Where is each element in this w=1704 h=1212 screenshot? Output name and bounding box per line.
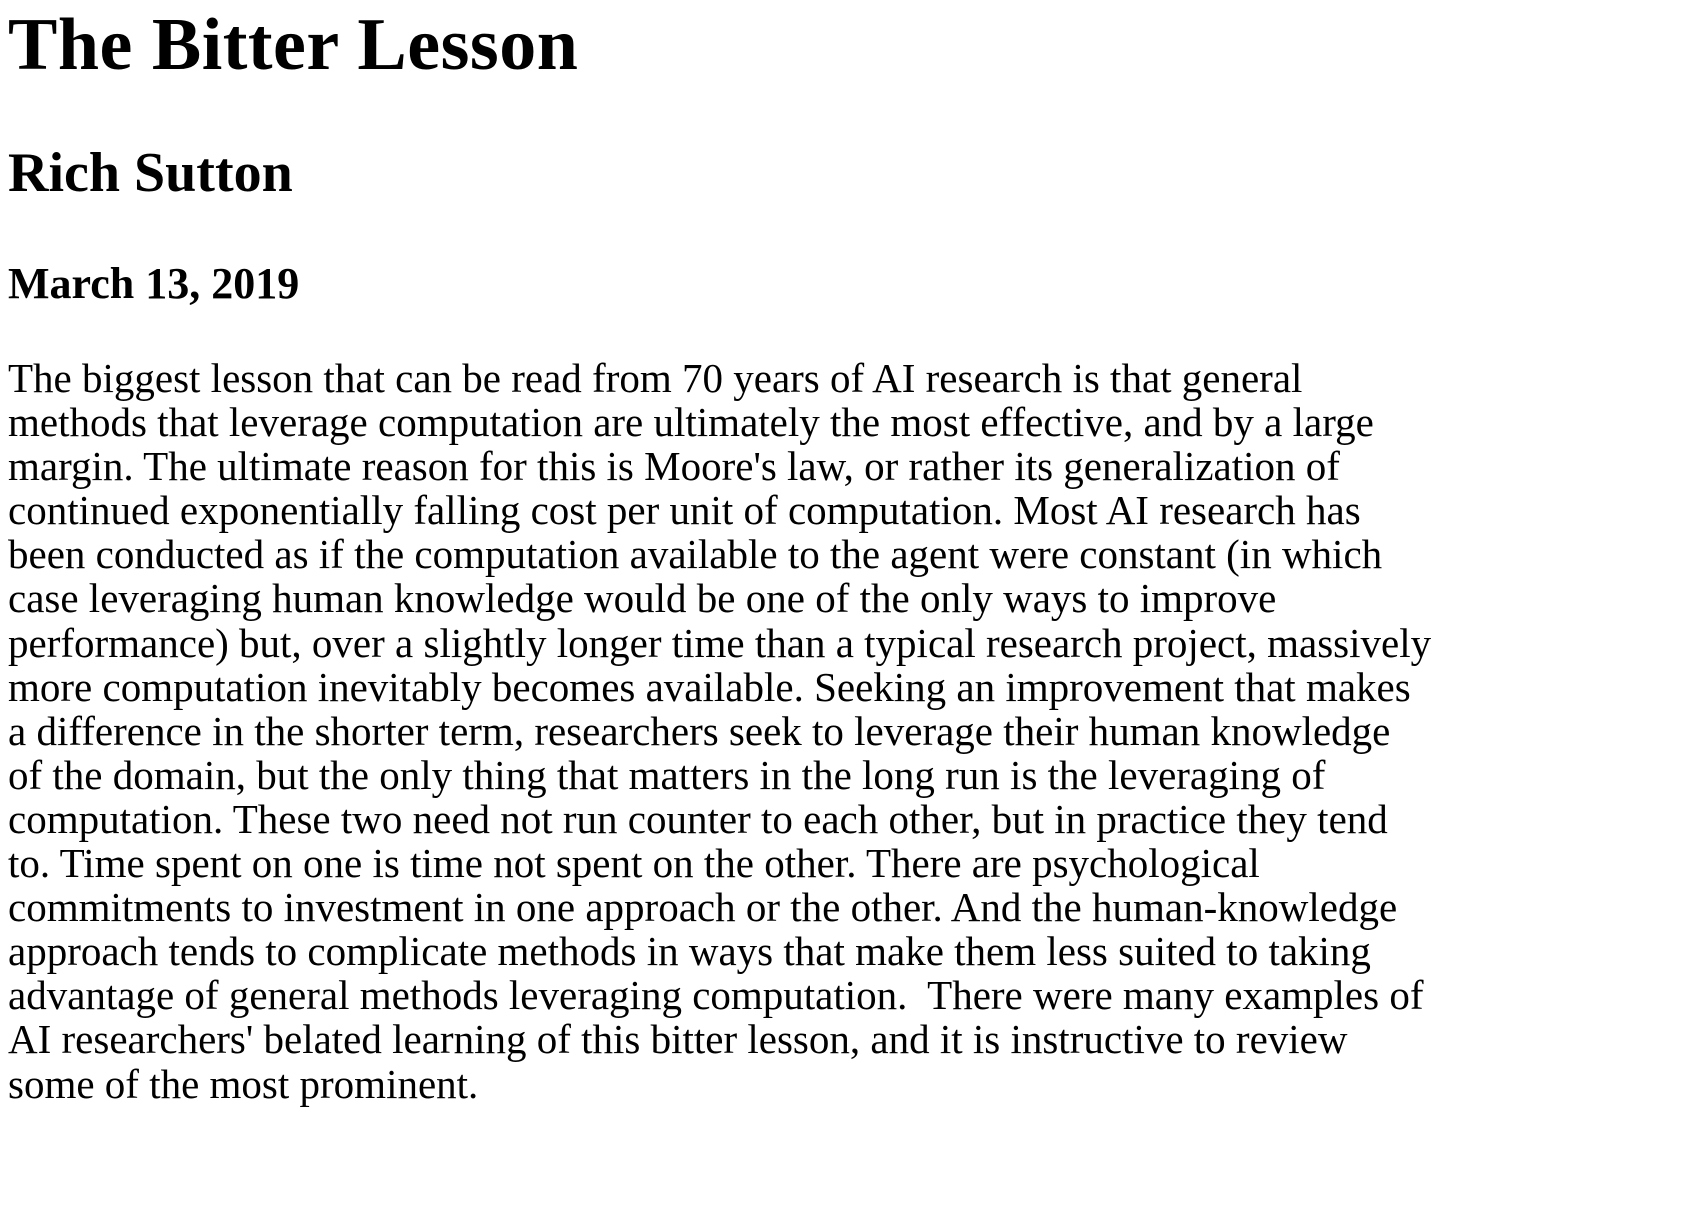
paragraph-line: some of the most prominent. <box>8 1060 479 1107</box>
date-heading: March 13, 2019 <box>8 259 300 308</box>
paragraph-line: case leveraging human knowledge would be one of the only ways to improve <box>8 575 1277 622</box>
paragraph-line: approach tends to complicate methods in ways that make them less suited to taking <box>8 928 1371 975</box>
intro-paragraph <box>8 356 1431 1106</box>
paragraph-line: The biggest lesson that can be read from 70 years of AI research is that general <box>8 355 1303 401</box>
paragraph-line: methods that leverage computation are ultimately the most effective, and by a large <box>8 399 1374 446</box>
paragraph-line: commitments to investment in one approach or the other. And the human-knowledge <box>8 884 1398 931</box>
paragraph-line: continued exponentially falling cost per unit of computation. Most AI research has <box>8 487 1361 534</box>
paragraph-line: more computation inevitably becomes available. Seeking an improvement that makes <box>8 663 1411 710</box>
page-title: The Bitter Lesson <box>8 4 579 86</box>
paragraph-line: been conducted as if the computation available to the agent were constant (in which <box>8 531 1383 578</box>
paragraph-line: performance) but, over a slightly longer time than a typical research project, massively <box>8 619 1432 666</box>
paragraph-line: AI researchers' belated learning of this bitter lesson, and it is instructive to review <box>8 1016 1348 1063</box>
paragraph-line: advantage of general methods leveraging computation. There were many examples of <box>8 972 1424 1019</box>
paragraph-line: computation. These two need not run counter to each other, but in practice they tend <box>8 795 1388 842</box>
paragraph-line: margin. The ultimate reason for this is Moore's law, or rather its generalization of <box>8 443 1340 490</box>
author-heading: Rich Sutton <box>8 142 293 204</box>
paragraph-line: a difference in the shorter term, researchers seek to leverage their human knowledge <box>8 707 1391 754</box>
paragraph-line: of the domain, but the only thing that matters in the long run is the leveraging of <box>8 751 1326 798</box>
paragraph-line: to. Time spent on one is time not spent on the other. There are psychological <box>8 840 1260 887</box>
